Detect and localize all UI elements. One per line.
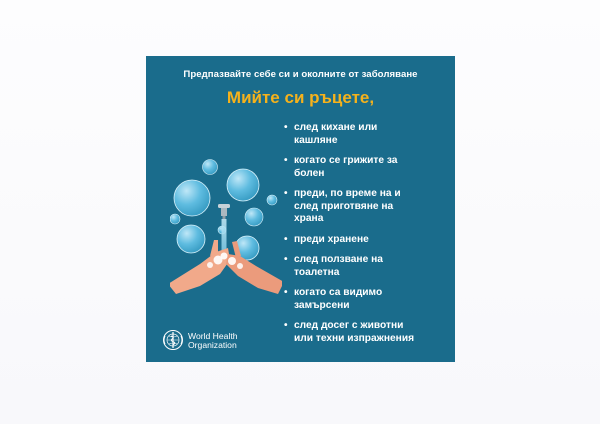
hand-washing-occasions-list xyxy=(284,122,454,354)
list-item: • когато са видимо замърсени xyxy=(284,287,383,311)
hand-washing-illustration xyxy=(170,156,282,296)
bullet-icon: • xyxy=(284,287,288,299)
list-item: • когато се грижите за болен xyxy=(284,155,398,179)
who-organization-name: World Health Organization xyxy=(188,331,238,351)
hand-washing-poster xyxy=(146,56,455,362)
bullet-icon: • xyxy=(284,254,288,266)
who-emblem-icon xyxy=(162,329,184,351)
bullet-icon: • xyxy=(284,320,288,332)
faucet-icon xyxy=(218,204,230,219)
list-item: • след досег с животни или техни изпражнения xyxy=(284,320,415,345)
list-item: • след ползване на тоалетна xyxy=(284,254,383,278)
bullet-icon: • xyxy=(284,155,288,167)
bullet-icon: • xyxy=(284,188,288,200)
list-item: • след кихане или кашляне xyxy=(284,122,378,146)
list-item: • преди хранене xyxy=(284,233,369,245)
poster-title: Мийте си ръцете, xyxy=(226,88,375,107)
bullet-icon: • xyxy=(284,122,288,133)
list-item: • преди, по време на и след приготвяне на храна xyxy=(284,188,401,225)
bullet-icon: • xyxy=(284,233,288,245)
poster-headline: Предпазвайте себе си и околните от заболяване xyxy=(183,69,418,80)
